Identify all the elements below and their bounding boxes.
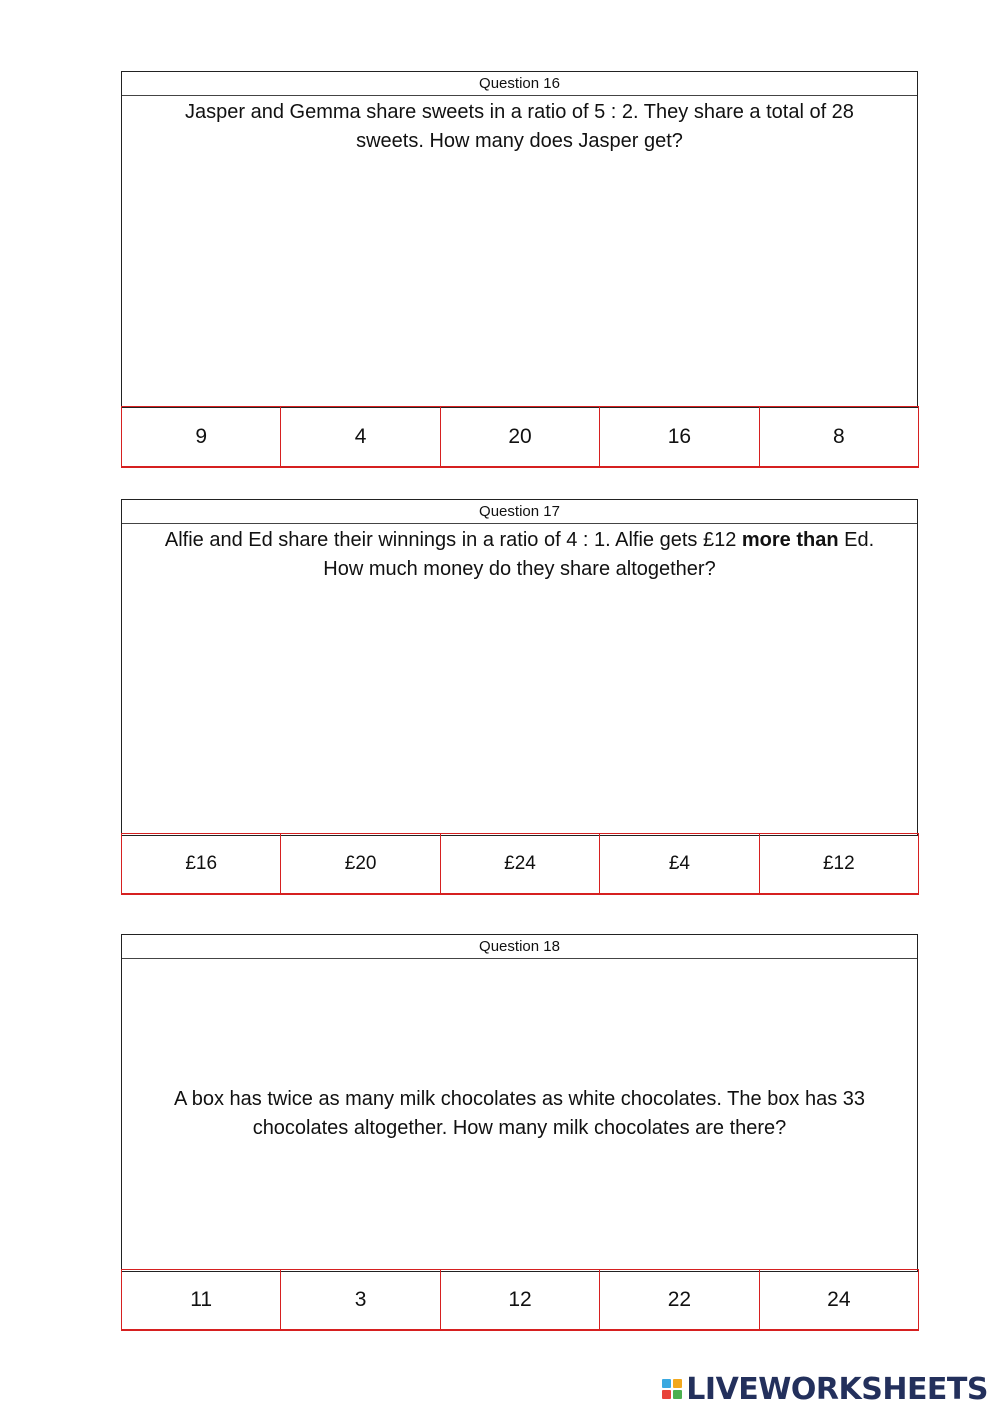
answer-option[interactable]: 22 bbox=[600, 1270, 759, 1329]
liveworksheets-logo-icon bbox=[662, 1379, 682, 1399]
question-16-text: Jasper and Gemma share sweets in a ratio of 5 : 2. They share a total of 28 sweets. How many does Jasper get? bbox=[185, 101, 854, 152]
answer-option[interactable]: £16 bbox=[122, 834, 281, 893]
question-18-box bbox=[121, 934, 918, 1272]
answer-option[interactable]: 9 bbox=[122, 407, 281, 466]
answer-option[interactable]: £12 bbox=[760, 834, 919, 893]
question-17-text bbox=[122, 524, 917, 584]
logo-tile bbox=[673, 1390, 682, 1399]
logo-tile bbox=[662, 1379, 671, 1388]
answer-option[interactable]: 24 bbox=[760, 1270, 919, 1329]
question-16-header: Question 16 bbox=[122, 72, 917, 96]
question-18-header: Question 18 bbox=[122, 935, 917, 959]
liveworksheets-logo-text: LIVEWORKSHEETS bbox=[686, 1371, 988, 1407]
question-17-text-start: Alfie and Ed share their winnings in a ratio of 4 : 1. Alfie gets £12 bbox=[164, 529, 742, 551]
answer-option[interactable]: £4 bbox=[600, 834, 759, 893]
question-16-answers bbox=[121, 406, 919, 468]
answer-option[interactable]: 11 bbox=[122, 1270, 281, 1329]
logo-tile bbox=[673, 1379, 682, 1388]
question-17-box bbox=[121, 499, 918, 836]
logo-tile bbox=[662, 1390, 671, 1399]
answer-option[interactable]: 3 bbox=[281, 1270, 440, 1329]
answer-option[interactable]: 8 bbox=[760, 407, 919, 466]
question-16-box bbox=[121, 71, 918, 408]
answer-option[interactable]: 4 bbox=[281, 407, 440, 466]
question-17-text-end: Ed. How much money do they share altogether? bbox=[323, 529, 875, 580]
answer-option[interactable]: 16 bbox=[600, 407, 759, 466]
question-18-text: A box has twice as many milk chocolates as white chocolates. The box has 33 chocolates altogether. How many milk chocolates are there? bbox=[173, 1088, 866, 1139]
liveworksheets-logo bbox=[662, 1372, 988, 1406]
question-17-header: Question 17 bbox=[122, 500, 917, 524]
answer-option[interactable]: £24 bbox=[441, 834, 600, 893]
question-18-answers bbox=[121, 1269, 919, 1331]
answer-option[interactable]: 20 bbox=[441, 407, 600, 466]
question-17-text-emphasis: more than bbox=[741, 529, 839, 551]
question-17-answers bbox=[121, 833, 919, 895]
answer-option[interactable]: 12 bbox=[441, 1270, 600, 1329]
answer-option[interactable]: £20 bbox=[281, 834, 440, 893]
